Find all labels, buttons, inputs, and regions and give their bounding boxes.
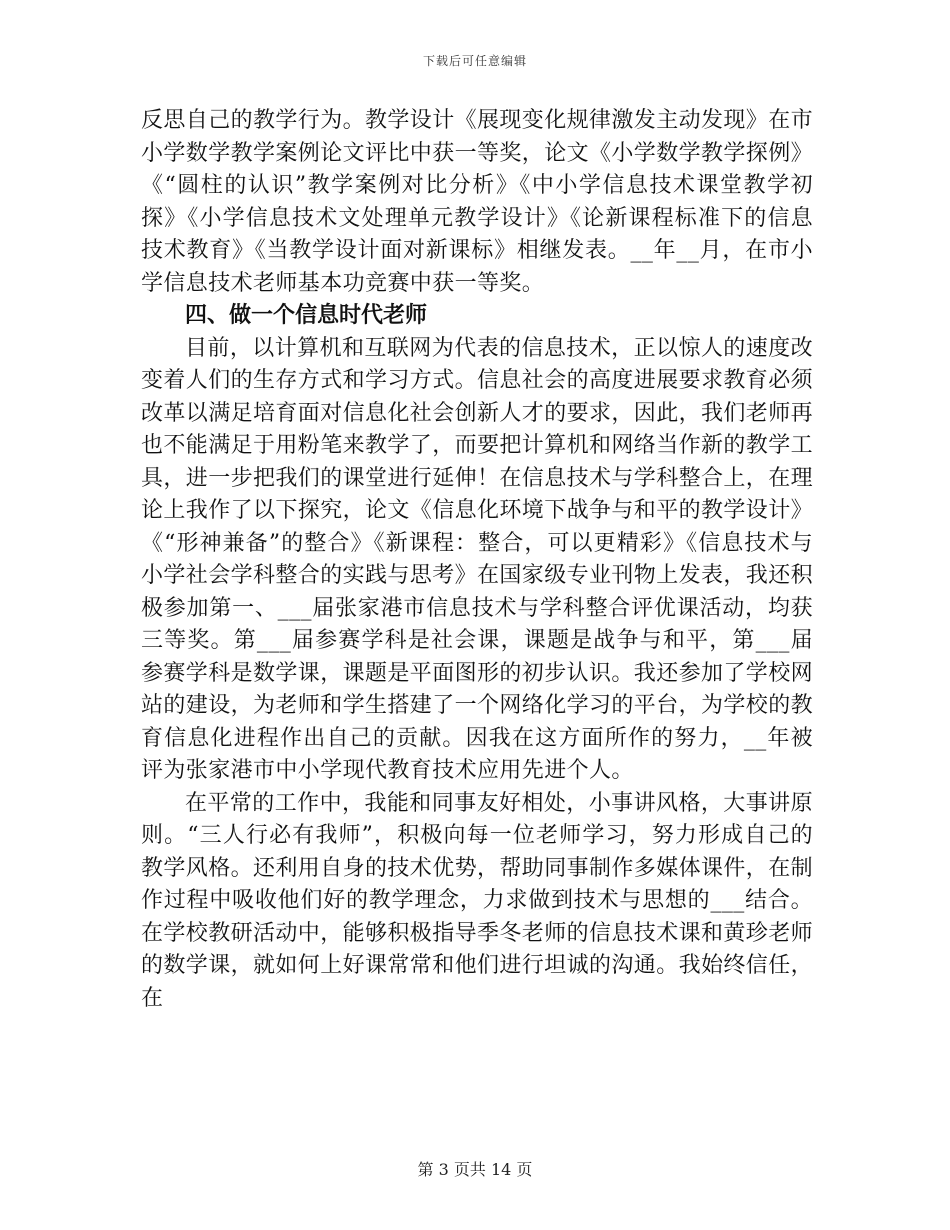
page-number: 第 3 页共 14 页 <box>417 1160 533 1179</box>
page-header: 下载后可任意编辑 <box>422 54 527 68</box>
paragraph-info-era: 目前，以计算机和互联网为代表的信息技术，正以惊人的速度改变着人们的生存方式和学习方式。信息社会的高度进展要求教育必须改革以满足培育面对信息化社会创新人才的要求，因此，我们老师再也不能满足于用粉笔来教学了，而要把计算机和网络当作新的教学工具，进一步把我们的课堂进行延伸！在信息技术与学科整合上，在理论上我作了以下探究，论文《信息化环境下战争与和平的教学设计》《“形神兼备”的整合》《新课程：整合，可以更精彩》《信息技术与小学社会学科整合的实践与思考》在国家级专业刊物上发表，我还积极参加第一、___届张家港市信息技术与学科整合评优课活动，均获三等奖。第___届参赛学科是社会课，课题是战争与和平，第___届参赛学科是数学课，课题是平面图形的初步认识。我还参加了学校网站的建设，为老师和学生搭建了一个网络化学习的平台，为学校的教育信息化进程作出自己的贡献。因我在这方面所作的努力，__年被评为张家港市中小学现代教育技术应用先进个人。 <box>141 335 814 783</box>
paragraph-daily-work: 在平常的工作中，我能和同事友好相处，小事讲风格，大事讲原则。“三人行必有我师”，积极向每一位老师学习，努力形成自己的教学风格。还利用自身的技术优势，帮助同事制作多媒体课件，在制作过程中吸收他们好的教学理念，力求做到技术与思想的___结合。在学校教研活动中，能够积极指导季冬老师的信息技术课和黄珍老师的数学课，就如何上好课常常和他们进行坦诚的沟通。我始终信任，在 <box>141 790 814 1011</box>
paragraph-continued: 反思自己的教学行为。教学设计《展现变化规律激发主动发现》在市小学数学教学案例论文评比中获一等奖，论文《小学数学教学探例》《“圆柱的认识”教学案例对比分析》《中小学信息技术课堂教学初探》《小学信息技术文处理单元教学设计》《论新课程标准下的信息技术教育》《当教学设计面对新课标》相继发表。__年__月，在市小学信息技术老师基本功竞赛中获一等奖。 <box>141 108 814 296</box>
section-heading: 四、做一个信息时代老师 <box>185 303 428 328</box>
document-body <box>141 105 813 1015</box>
